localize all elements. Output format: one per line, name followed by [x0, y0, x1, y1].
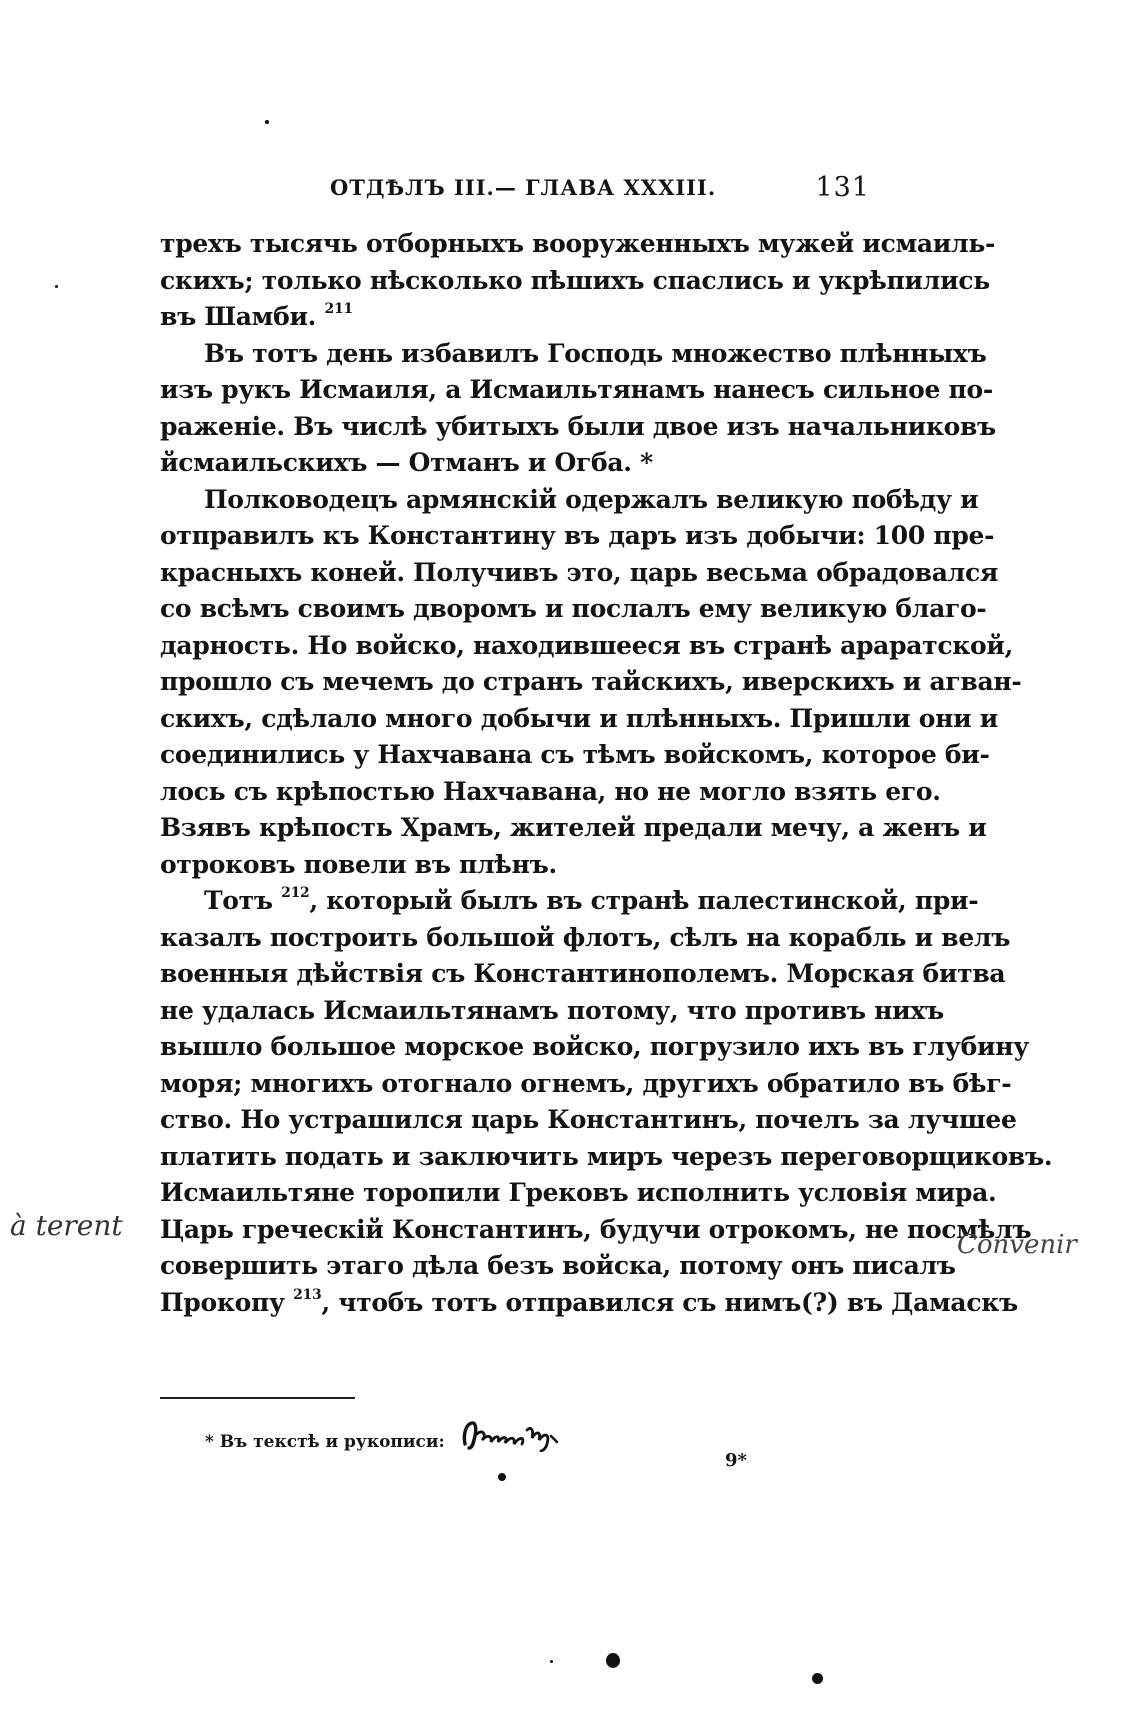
text-line: Царь греческій Константинъ, будучи отрокомъ, не посмѣлъ	[160, 1214, 1032, 1244]
note-ref-211: 211	[324, 301, 353, 317]
text-line: скихъ, сдѣлало много добычи и плѣнныхъ. Пришли они и	[160, 703, 999, 733]
text-line: военныя дѣйствія съ Константинополемъ. Морская битва	[160, 959, 1006, 988]
text-line	[160, 883, 979, 920]
ink-speck	[498, 1473, 506, 1481]
text-line: со всѣмъ своимъ дворомъ и послалъ ему великую благо-	[160, 594, 987, 623]
text-line: совершить этаго дѣла безъ войска, потому онъ писалъ	[160, 1251, 956, 1280]
text-line: раженіе. Въ числѣ убитыхъ были двое изъ начальниковъ	[160, 411, 996, 441]
text-line: казалъ построить большой флотъ, сѣлъ на корабль и велъ	[160, 922, 1011, 952]
ink-speck	[265, 120, 269, 124]
handwritten-note-right	[955, 1225, 1135, 1265]
ink-speck	[606, 1653, 620, 1668]
text-line: отроковъ повели въ плѣнъ.	[160, 849, 557, 879]
footnote-rule	[160, 1397, 355, 1399]
text-line-content: , который былъ въ странѣ палестинской, при-	[309, 886, 979, 915]
text-line: красныхъ коней. Получивъ это, царь весьма обрадовался	[160, 557, 999, 587]
text-line: отправилъ къ Константину въ даръ изъ добычи: 100 пре-	[160, 521, 995, 550]
running-title: ОТДѢЛЪ III.— ГЛАВА XXXIII.	[330, 175, 717, 200]
margin-note-left-text: à terent	[10, 1209, 123, 1242]
margin-note-right-text: Convenir	[957, 1230, 1077, 1260]
ink-speck	[55, 285, 58, 288]
text-line: соединились у Нахчавана съ тѣмъ войскомъ, которое би-	[160, 740, 990, 769]
text-line-content: , чтобъ тотъ отправился съ нимъ(?) въ Дамаскъ	[321, 1287, 1018, 1317]
text-line	[160, 1285, 1018, 1322]
margin-note-right	[955, 1225, 1135, 1265]
text-line: прошло съ мечемъ до странъ тайскихъ, иверскихъ и агван-	[160, 667, 1022, 696]
text-line: йсмаильскихъ — Отманъ и Огба. *	[160, 448, 653, 477]
footnote	[205, 1418, 561, 1458]
ink-speck	[550, 1660, 553, 1663]
text-line	[160, 299, 880, 336]
text-line-content: Прокопу	[160, 1287, 285, 1317]
text-line: вышло большое морское войско, погрузило ихъ въ глубину	[160, 1032, 1029, 1061]
margin-note-left	[8, 1195, 158, 1255]
note-ref-213: 213	[293, 1286, 322, 1303]
text-line: Взявъ крѣпость Храмъ, жителей предали мечу, а женъ и	[160, 813, 987, 842]
handwritten-note-left	[8, 1195, 158, 1255]
text-line: моря; многихъ отогнало огнемъ, другихъ обратило въ бѣг-	[160, 1068, 1012, 1098]
note-ref-212: 212	[281, 885, 310, 901]
text-line: Въ тотъ день избавилъ Господь множество плѣнныхъ	[204, 338, 987, 368]
signature-mark: 9*	[725, 1450, 747, 1471]
page-number: 131	[815, 172, 870, 203]
text-line: трехъ тысячь отборныхъ вооруженныхъ мужей исмаиль-	[160, 229, 996, 258]
ink-speck	[812, 1673, 823, 1684]
text-line: платить подать и заключить миръ черезъ переговорщиковъ.	[160, 1141, 1053, 1171]
text-line: Исмаильтяне торопили Грековъ исполнить условія мира.	[160, 1178, 997, 1207]
text-line: лось съ крѣпостью Нахчавана, но не могло взять его.	[160, 776, 941, 806]
footnote-text: * Въ текстѣ и рукописи:	[205, 1432, 445, 1452]
text-line-content: Тотъ	[204, 886, 273, 915]
text-line: не удалась Исмаильтянамъ потому, что противъ нихъ	[160, 995, 944, 1025]
text-line: изъ рукъ Исмаиля, а Исмаильтянамъ нанесъ сильное по-	[160, 375, 993, 404]
running-head	[330, 168, 870, 208]
text-line: ство. Но устрашился царь Константинъ, почелъ за лучшее	[160, 1105, 1017, 1134]
text-line: дарность. Но войско, находившееся въ странѣ араратской,	[160, 630, 1014, 660]
armenian-word-glyph	[461, 1418, 561, 1467]
text-line: скихъ; только нѣсколько пѣшихъ спаслись и укрѣпились	[160, 265, 990, 295]
text-line: Полководецъ армянскій одержалъ великую побѣду и	[204, 484, 979, 514]
text-line-content: въ Шамби.	[160, 302, 317, 331]
